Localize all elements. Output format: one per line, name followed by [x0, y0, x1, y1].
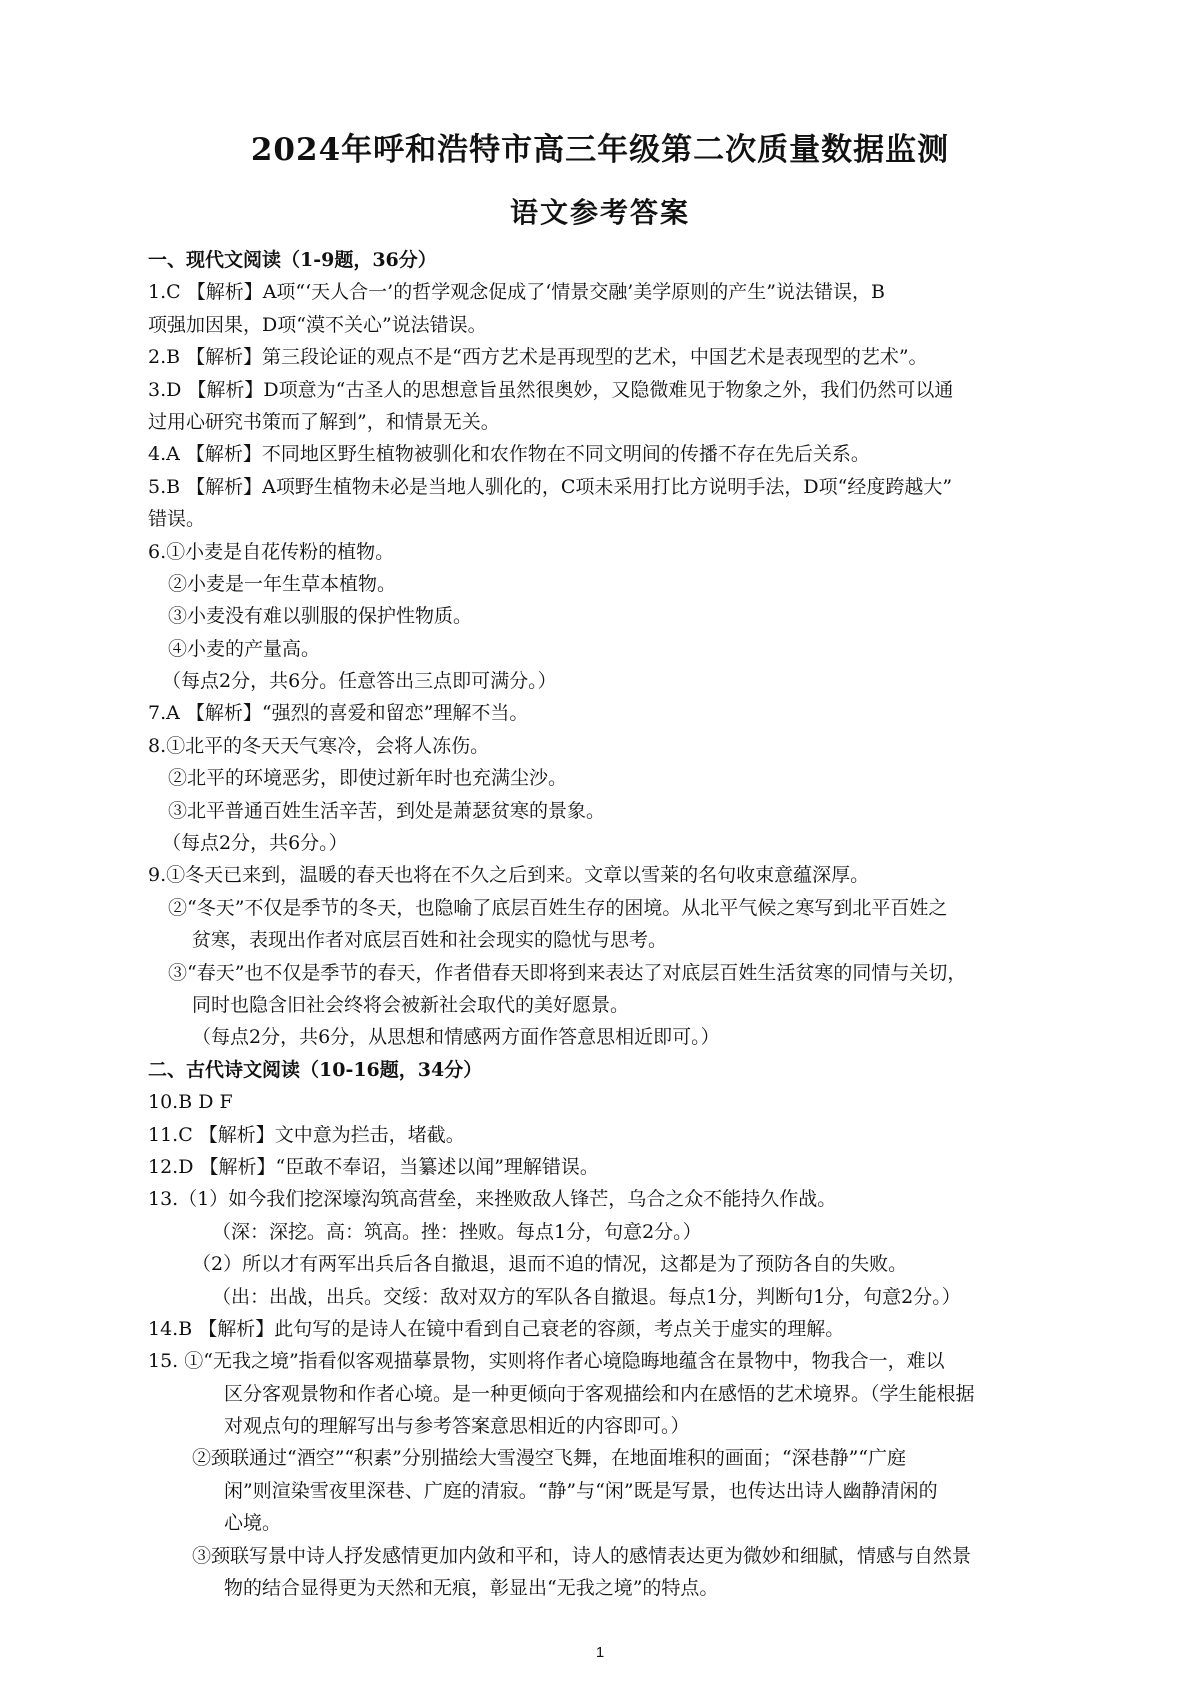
answer-line: 11.C 【解析】文中意为拦击，堵截。: [148, 1123, 465, 1146]
answer-line: ②北平的环境恶劣，即使过新年时也充满尘沙。: [168, 767, 568, 790]
answer-line: 过用心研究书策而了解到”，和情景无关。: [148, 410, 500, 433]
answer-line: ④小麦的产量高。: [168, 637, 321, 660]
answer-line: 区分客观景物和作者心境。是一种更倾向于客观描绘和内在感悟的艺术境界。（学生能根据: [224, 1382, 975, 1405]
answer-line: 9.①冬天已来到，温暖的春天也将在不久之后到来。文章以雪莱的名句收束意蕴深厚。: [148, 864, 870, 887]
answer-line: 心境。: [224, 1512, 282, 1535]
answer-line: 同时也隐含旧社会终将会被新社会取代的美好愿景。: [192, 993, 630, 1016]
answer-line: 7.A 【解析】“强烈的喜爱和留恋”理解不当。: [148, 702, 529, 725]
answer-line: （深：深挖。高：筑高。挫：挫败。每点1分，句意2分。）: [212, 1220, 702, 1243]
answer-line: 15. ①“无我之境”指看似客观描摹景物，实则将作者心境隐晦地蕴含在景物中，物我合一，难以: [148, 1350, 945, 1373]
answer-line: ②“冬天”不仅是季节的冬天，也隐喻了底层百姓生存的困境。从北平气候之寒写到北平百姓之: [168, 896, 948, 919]
section-heading: 二、古代诗文阅读（10-16题，34分）: [148, 1058, 483, 1081]
document-subtitle: 语文参考答案: [509, 196, 690, 229]
answer-line: ②颈联通过“酒空”“积素”分别描绘大雪漫空飞舞，在地面堆积的画面；“深巷静”“广庭: [192, 1447, 906, 1470]
answer-line: （出：出战，出兵。交绥：敌对双方的军队各自撤退。每点1分，判断句1分，句意2分。）: [212, 1285, 961, 1308]
answer-line: 13.（1）如今我们挖深壕沟筑高营垒，来挫败敌人锋芒，乌合之众不能持久作战。: [148, 1188, 837, 1211]
answer-line: （每点2分，共6分，从思想和情感两方面作答意思相近即可。）: [192, 1026, 720, 1049]
answer-line: （每点2分，共6分。任意答出三点即可满分。）: [162, 670, 557, 693]
answer-line: 闲”则渲染雪夜里深巷、广庭的清寂。“静”与“闲”既是写景，也传达出诗人幽静清闲的: [224, 1479, 938, 1502]
answer-line: 5.B 【解析】A项野生植物未必是当地人驯化的，C项未采用打比方说明手法，D项“经度跨越大”: [148, 475, 953, 498]
answer-line: （2）所以才有两军出兵后各自撤退，退而不追的情况，这都是为了预防各自的失败。: [192, 1253, 908, 1276]
answer-line: 12.D 【解析】“臣敢不奉诏，当纂述以闻”理解错误。: [148, 1155, 599, 1178]
answer-line: ③“春天”也不仅是季节的春天，作者借春天即将到来表达了对底层百姓生活贫寒的同情与关切，: [168, 961, 967, 984]
answer-line: 14.B 【解析】此句写的是诗人在镜中看到自己衰老的容颜，考点关于虚实的理解。: [148, 1317, 845, 1340]
answer-line: 贫寒，表现出作者对底层百姓和社会现实的隐忧与思考。: [192, 929, 668, 952]
section-heading: 一、现代文阅读（1-9题，36分）: [148, 249, 437, 271]
answer-content: [148, 244, 1068, 1604]
answer-line: ③小麦没有难以驯服的保护性物质。: [168, 605, 473, 628]
answer-line: 2.B 【解析】第三段论证的观点不是“西方艺术是再现型的艺术，中国艺术是表现型的艺术”。: [148, 346, 928, 369]
answer-line: （每点2分，共6分。）: [162, 832, 348, 855]
document-title: 2024年呼和浩特市高三年级第二次质量数据监测: [250, 132, 950, 168]
page-number: 1: [595, 1644, 605, 1661]
answer-line: 对观点句的理解写出与参考答案意思相近的内容即可。）: [224, 1415, 690, 1438]
answer-line: 10.B D F: [148, 1091, 233, 1114]
answer-line: 4.A 【解析】不同地区野生植物被驯化和农作物在不同文明间的传播不存在先后关系。: [148, 443, 870, 466]
answer-line: 物的结合显得更为天然和无痕，彰显出“无我之境”的特点。: [224, 1577, 719, 1600]
answer-line: 项强加因果，D项“漠不关心”说法错误。: [148, 313, 487, 336]
answer-line: 错误。: [148, 508, 206, 531]
answer-line: ③北平普通百姓生活辛苦，到处是萧瑟贫寒的景象。: [168, 799, 606, 822]
answer-line: 6.①小麦是自花传粉的植物。: [148, 540, 395, 563]
answer-line: 1.C 【解析】A项“‘天人合一’的哲学观念促成了‘情景交融’美学原则的产生”说法错误，B: [148, 281, 885, 304]
answer-line: ③颈联写景中诗人抒发感情更加内敛和平和，诗人的感情表达更为微妙和细腻，情感与自然景: [192, 1544, 972, 1567]
answer-line: 8.①北平的冬天天气寒冷，会将人冻伤。: [148, 734, 490, 757]
answer-line: 3.D 【解析】D项意为“古圣人的思想意旨虽然很奥妙，又隐微难见于物象之外，我们仍然可以通: [148, 378, 954, 401]
answer-line: ②小麦是一年生草本植物。: [168, 572, 397, 595]
